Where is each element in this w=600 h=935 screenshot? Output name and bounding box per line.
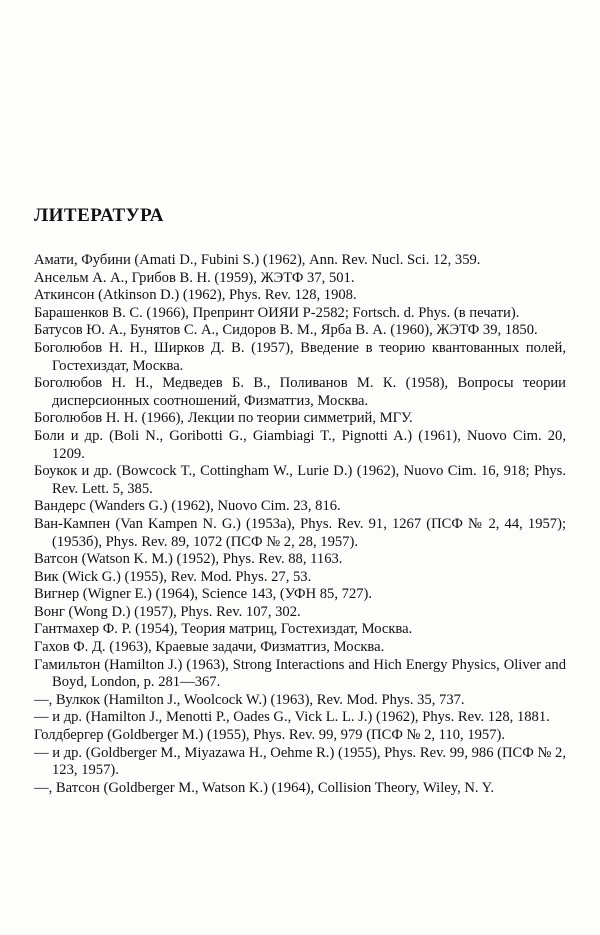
- reference-entry: Вандерс (Wanders G.) (1962), Nuovo Cim. 23, 816.: [34, 498, 341, 515]
- reference-entry: Голдбергер (Goldberger M.) (1955), Phys. Rev. 99, 979 (ПСФ № 2, 110, 1957).: [34, 727, 506, 744]
- reference-entry: Ватсон (Watson K. M.) (1952), Phys. Rev. 88, 1163.: [34, 551, 343, 568]
- reference-entry: —, Вулкок (Hamilton J., Woolcock W.) (1963), Rev. Mod. Phys. 35, 737.: [34, 691, 465, 708]
- reference-entry: Гантмахер Ф. Р. (1954), Теория матриц, Гостехиздат, Москва.: [34, 621, 413, 638]
- reference-entry: Батусов Ю. А., Бунятов С. А., Сидоров В. М., Ярба В. А. (1960), ЖЭТФ 39, 1850.: [34, 322, 538, 339]
- reference-entry: Вигнер (Wigner E.) (1964), Science 143, (УФН 85, 727).: [34, 586, 373, 603]
- reference-entry: Гахов Ф. Д. (1963), Краевые задачи, Физматгиз, Москва.: [34, 639, 385, 656]
- reference-entry: Барашенков В. С. (1966), Препринт ОИЯИ Р-2582; Fortsch. d. Phys. (в печати).: [34, 304, 520, 321]
- reference-entry: Боголюбов Н. Н., Медведев Б. В., Поливанов М. К. (1958), Вопросы теории дисперсионных соотношений, Физматгиз, Москва.: [34, 375, 566, 409]
- reference-entry: Боголюбов Н. Н., Ширков Д. В. (1957), Введение в теорию квантованных полей, Гостехиздат, Москва.: [34, 339, 566, 374]
- reference-entry: Боли и др. (Boli N., Goribotti G., Giambiagi T., Pignotti A.) (1961), Nuovo Cim. 20, 1209.: [34, 427, 566, 462]
- reference-entry: Ансельм А. А., Грибов В. Н. (1959), ЖЭТФ 37, 501.: [34, 269, 355, 286]
- reference-entry: Боукок и др. (Bowcock T., Cottingham W., Lurie D.) (1962), Nuovo Cim. 16, 918; Phys. Rev. Lett. 5, 385.: [34, 463, 566, 497]
- reference-entry: Боголюбов Н. Н. (1966), Лекции по теории симметрий, МГУ.: [34, 410, 413, 427]
- reference-entry: Ван-Кампен (Van Kampen N. G.) (1953а), Phys. Rev. 91, 1267 (ПСФ № 2, 44, 1957); (1953б), Phys. Rev. 89, 1072 (ПСФ № 2, 28, 1957).: [34, 515, 566, 550]
- reference-entry: Гамильтон (Hamilton J.) (1963), Strong Interactions and Hich Energy Physics, Oliver and Boyd, London, р. 281—367.: [34, 656, 566, 691]
- section-heading: ЛИТЕРАТУРА: [34, 205, 165, 226]
- reference-entry: Аткинсон (Atkinson D.) (1962), Phys. Rev. 128, 1908.: [34, 287, 357, 304]
- reference-entry: Вик (Wick G.) (1955), Rev. Mod. Phys. 27, 53.: [34, 568, 312, 585]
- reference-list: [34, 252, 566, 797]
- reference-entry: — и др. (Hamilton J., Menotti P., Oades G., Vick L. L. J.) (1962), Phys. Rev. 128, 1881.: [34, 709, 550, 726]
- reference-entry: Амати, Фубини (Amati D., Fubini S.) (1962), Ann. Rev. Nucl. Sci. 12, 359.: [34, 252, 481, 268]
- reference-entry: —, Ватсон (Goldberger M., Watson K.) (1964), Collision Theory, Wiley, N. Y.: [34, 779, 494, 796]
- reference-entry: Вонг (Wong D.) (1957), Phys. Rev. 107, 302.: [34, 603, 301, 620]
- reference-entry: — и др. (Goldberger M., Miyazawa H., Oehme R.) (1955), Phys. Rev. 99, 986 (ПСФ № 2, 123, 1957).: [34, 744, 566, 779]
